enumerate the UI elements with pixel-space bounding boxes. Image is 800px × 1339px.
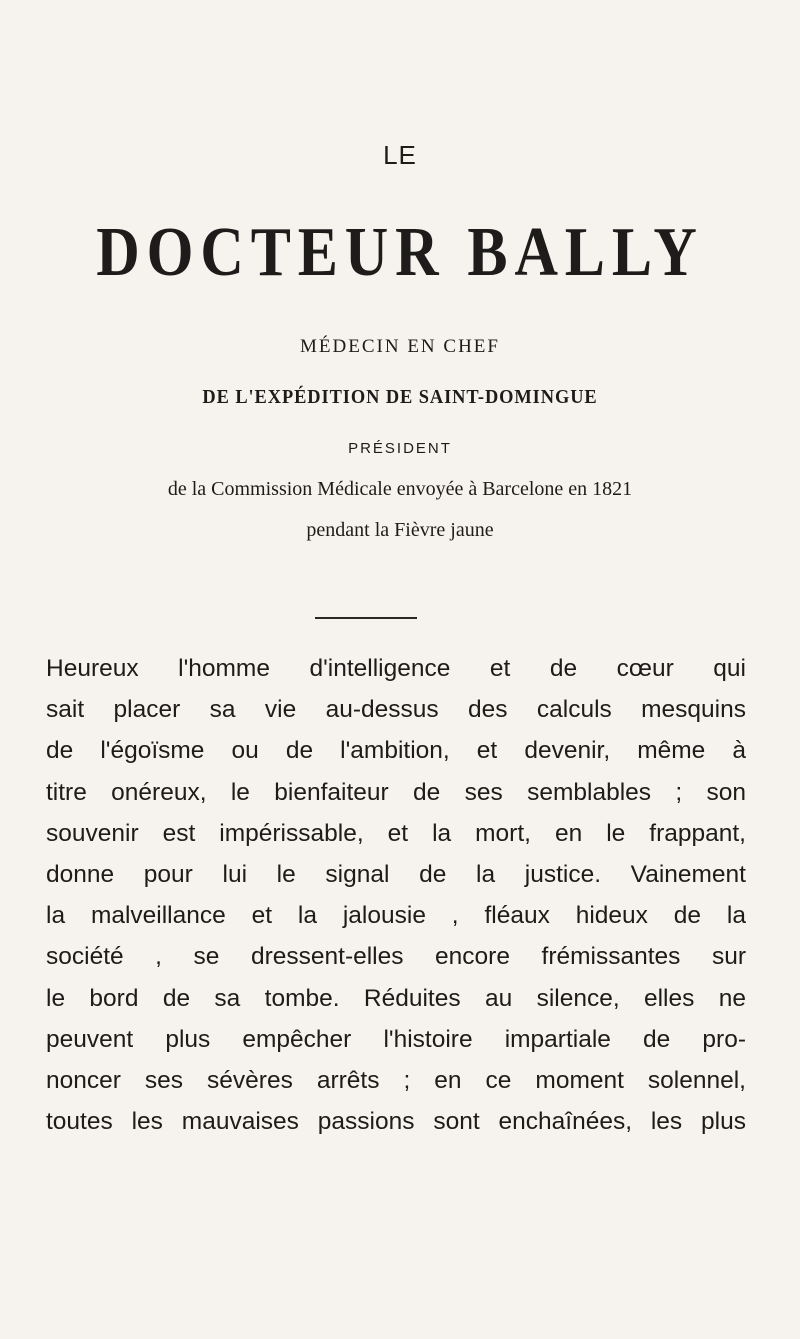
body-line: société , se dressent-elles encore frémissantes sur (46, 943, 746, 971)
body-line: de l'égoïsme ou de l'ambition, et devenir, même à (46, 737, 746, 765)
body-line: le bord de sa tombe. Réduites au silence, elles ne (46, 984, 746, 1012)
subtitle-commission: de la Commission Médicale envoyée à Barcelone en 1821 (167, 478, 633, 500)
title-article: LE (383, 140, 417, 170)
divider-rule (315, 617, 417, 619)
body-line: donne pour lui le signal de la justice. Vainement (46, 861, 746, 889)
body-line: peuvent plus empêcher l'histoire impartiale de pro- (46, 1025, 746, 1053)
body-line: la malveillance et la jalousie , fléaux hideux de la (46, 902, 746, 930)
body-line: souvenir est impérissable, et la mort, en le frappant, (46, 819, 746, 847)
body-line: titre onéreux, le bienfaiteur de ses semblables ; son (46, 778, 746, 806)
body-line: toutes les mauvaises passions sont enchaînées, les plus (46, 1108, 746, 1136)
body-line: sait placer sa vie au-dessus des calculs mesquins (46, 696, 746, 724)
subtitle-role: MÉDECIN EN CHEF (300, 336, 500, 357)
body-line: noncer ses sévères arrêts ; en ce moment solennel, (46, 1067, 746, 1095)
page-title: DOCTEUR BALLY (96, 214, 704, 291)
subtitle-president: PRÉSIDENT (348, 440, 452, 457)
subtitle-expedition: DE L'EXPÉDITION DE SAINT-DOMINGUE (202, 386, 598, 408)
body-paragraph (46, 648, 746, 1142)
body-line: Heureux l'homme d'intelligence et de cœur qui (46, 655, 746, 682)
subtitle-pendant: pendant la Fièvre jaune (306, 519, 494, 541)
